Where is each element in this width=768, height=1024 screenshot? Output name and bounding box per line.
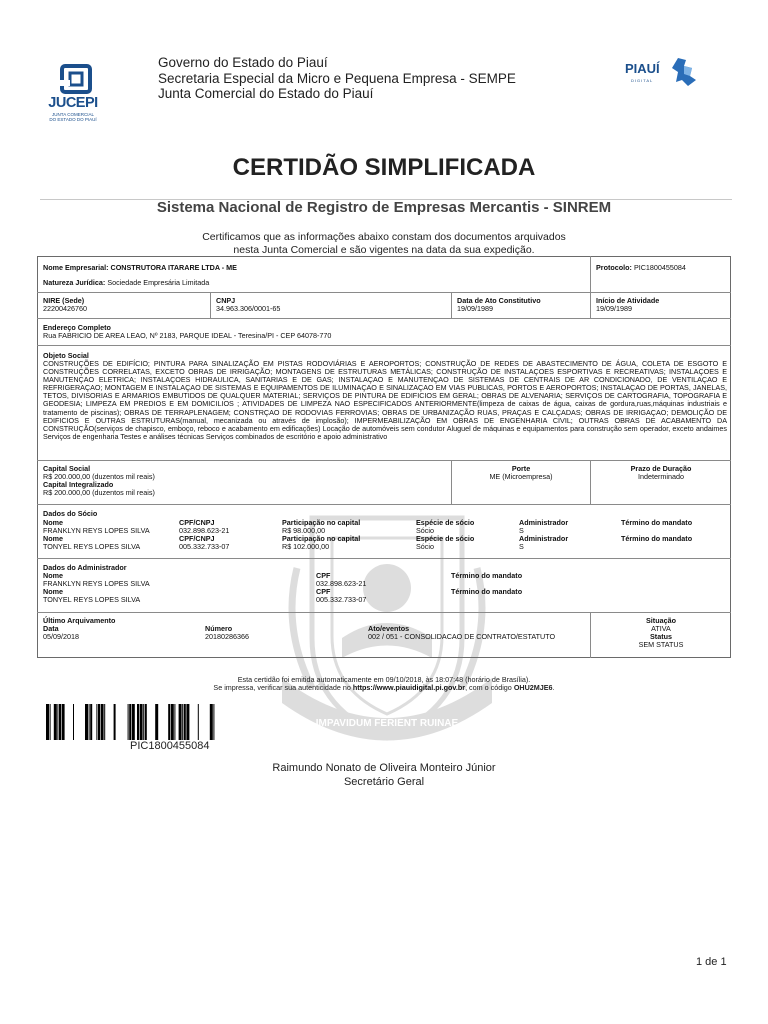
- partner-type-label: Espécie de sócio: [416, 518, 475, 527]
- piaui-logo-name: PIAUÍ: [625, 61, 660, 76]
- partner-cpf: 032.898.623-21: [179, 526, 230, 535]
- protocol-field: Protocolo: PIC1800455084: [596, 263, 686, 272]
- watermark-motto: IMPAVIDUM FERIENT RUINAE: [315, 718, 459, 729]
- barcode-bar: [90, 704, 92, 740]
- admin-term-label: Término do mandato: [451, 587, 523, 596]
- address-label: Endereço Completo: [43, 323, 111, 332]
- barcode-bar: [186, 704, 189, 740]
- partner-term-label: Término do mandato: [621, 518, 693, 527]
- partner-name-label: Nome: [43, 534, 63, 543]
- administrators-section-label: Dados do Administrador: [43, 563, 127, 572]
- situation-value: ATIVA: [651, 624, 671, 633]
- nire-label: NIRE (Sede): [43, 296, 85, 305]
- row-divider: [37, 558, 731, 559]
- legal-nature-value: Sociedade Empresária Limitada: [107, 278, 210, 287]
- signatory-role: Secretário Geral: [343, 775, 425, 788]
- barcode-bar: [50, 704, 51, 740]
- partner-type-label: Espécie de sócio: [416, 534, 475, 543]
- jucepi-logo-name: JUCEPI: [48, 95, 98, 111]
- intro-line-1: Certificamos que as informações abaixo constam dos documentos arquivados: [202, 231, 566, 243]
- constitution-date-value: 19/09/1989: [457, 304, 493, 313]
- partner-term-label: Término do mandato: [621, 534, 693, 543]
- barcode-bar: [128, 704, 129, 740]
- filing-number-value: 20180286366: [205, 632, 249, 641]
- filing-date-value: 05/09/2018: [43, 632, 79, 641]
- cnpj-label: CNPJ: [216, 296, 236, 305]
- situation-label: Situação: [646, 616, 676, 625]
- barcode-bar: [213, 704, 214, 740]
- size-value: ME (Microempresa): [489, 472, 553, 481]
- admin-cpf: 005.332.733-07: [316, 595, 367, 604]
- jucepi-logo: [48, 62, 98, 130]
- barcode-bar: [104, 704, 105, 740]
- row-divider: [37, 504, 731, 505]
- signature-block: [0, 762, 768, 789]
- barcode-bar: [155, 704, 158, 740]
- status-label: Status: [650, 632, 672, 641]
- barcode-bar: [210, 704, 213, 740]
- barcode-bar: [96, 704, 97, 740]
- admin-cpf: 032.898.623-21: [316, 579, 367, 588]
- filing-acts-value: 002 / 051 - CONSOLIDACAO DE CONTRATO/ESTATUTO: [368, 632, 556, 641]
- partner-share-label: Participação no capital: [282, 518, 361, 527]
- partner-type: Sócio: [416, 526, 434, 535]
- verification-code: OHU2MJE6: [513, 683, 553, 692]
- capital-label: Capital Social: [43, 464, 91, 473]
- business-object-label: Objeto Social: [43, 351, 89, 360]
- partner-admin-label: Administrador: [519, 518, 569, 527]
- barcode-bar: [198, 704, 199, 740]
- page-number: 1 de 1: [696, 956, 727, 968]
- header-line-government: Governo do Estado do Piauí: [158, 55, 328, 70]
- barcode-bar: [54, 704, 57, 740]
- barcode: [46, 704, 216, 740]
- address-value: Rua FABRICIO DE AREA LEAO, Nº 2183, PARQUE IDEAL - Teresina/PI - CEP 64078-770: [43, 331, 332, 340]
- row-divider: [37, 612, 731, 613]
- admin-name-label: Nome: [43, 587, 63, 596]
- company-name-value: CONSTRUTORA ITARARE LTDA - ME: [110, 263, 237, 272]
- document-title: CERTIDÃO SIMPLIFICADA: [232, 154, 536, 181]
- issuance-note: Esta certidão foi emitida automaticamente em 09/10/2018, às 18:07:48 (horário de Brasília).: [237, 675, 531, 684]
- barcode-bar: [73, 704, 74, 740]
- nire-value: 22200426760: [43, 304, 87, 313]
- header-line-secretariat: Secretaria Especial da Micro e Pequena Empresa - SEMPE: [158, 70, 516, 86]
- paid-capital-label: Capital Integralizado: [43, 480, 114, 489]
- activity-start-label: Início de Atividade: [596, 296, 660, 305]
- row-divider: [37, 460, 731, 461]
- intro-text: [0, 231, 768, 256]
- barcode-number: PIC1800455084: [130, 740, 210, 752]
- row-divider: [37, 318, 731, 319]
- barcode-bar: [46, 704, 49, 740]
- protocol-value: PIC1800455084: [633, 263, 686, 272]
- barcode-bar: [129, 704, 131, 740]
- admin-name: TONYEL REYS LOPES SILVA: [43, 595, 141, 604]
- admin-name: FRANKLYN REYS LOPES SILVA: [43, 579, 150, 588]
- partner-share: R$ 98.000,00: [282, 526, 326, 535]
- paid-capital-value: R$ 200.000,00 (duzentos mil reais): [43, 488, 155, 497]
- row-divider: [37, 345, 731, 346]
- header-line-board: Junta Comercial do Estado do Piauí: [158, 86, 374, 101]
- filing-number-label: Número: [205, 624, 233, 633]
- barcode-bar: [132, 704, 135, 740]
- barcode-bar: [140, 704, 143, 740]
- barcode-bar: [98, 704, 100, 740]
- filing-acts-label: Ato/eventos: [368, 624, 410, 633]
- barcode-bar: [57, 704, 58, 740]
- admin-name-label: Nome: [43, 571, 63, 580]
- barcode-bar: [85, 704, 88, 740]
- capital-value: R$ 200.000,00 (duzentos mil reais): [43, 472, 155, 481]
- row-divider: [37, 292, 731, 293]
- cnpj-value: 34.963.306/0001-65: [216, 304, 281, 313]
- filing-date-label: Data: [43, 624, 59, 633]
- partner-type: Sócio: [416, 542, 434, 551]
- intro-line-2: nesta Junta Comercial e são vigentes na data da sua expedição.: [233, 243, 535, 256]
- barcode-bar: [114, 704, 116, 740]
- partner-cpf-label: CPF/CNPJ: [179, 518, 215, 527]
- col-divider: [590, 256, 591, 292]
- duration-value: Indeterminado: [638, 472, 684, 481]
- partner-cpf: 005.332.733-07: [179, 542, 230, 551]
- constitution-date-label: Data de Ato Constitutivo: [457, 296, 541, 305]
- piaui-logo-subtitle: DIGITAL: [631, 78, 654, 83]
- partner-name: TONYEL REYS LOPES SILVA: [43, 542, 141, 551]
- partner-cpf-label: CPF/CNPJ: [179, 534, 215, 543]
- piaui-digital-logo: [620, 54, 702, 90]
- partner-admin-label: Administrador: [519, 534, 569, 543]
- barcode-bar: [101, 704, 104, 740]
- status-value: SEM STATUS: [638, 640, 684, 649]
- piaui-map-icon: [668, 56, 700, 88]
- barcode-bar: [137, 704, 139, 740]
- col-divider: [210, 292, 211, 318]
- barcode-bar: [174, 704, 175, 740]
- business-object-text: CONSTRUÇÕES DE EDIFÍCIO; PINTURA PARA SINALIZAÇÃO EM PISTAS RODOVIÁRIAS E AEROPORTOS; CONSTRUÇÃO DE REDES DE ABASTECIMENTO DE ÁGUA, COLETA DE ESGOTO E CONSTRUÇÕES CORRELATAS, EXCETO OBRAS DE IRRIGAÇÃO; MONTAGENS DE ESTRUTURAS METÁLICAS; CONSTRUÇÃO DE INSTALAÇOES ESPORTIVAS E RECREATIVAS; INSTALAÇOES E MANUTENÇAO ELETRICA; INSTALAÇOES HIDRAULICA, SANITARIAS E DE GAS; INSTALAÇAO E MANUTENÇAO DE SISTEMAS DE CENTRAIS DE AR CONDICIONADO, DE VENTILAÇAO E REFRIGERAÇAO; MONTAGEM E INSTALAÇAO DE SISTEMAS E EQUIPAMENTOS DE ILUMINAÇAO E SINALIZAÇAO EM VIAS PUBLICAS, PORTOS E AEROPORTOS; INSTALAÇAO DE PORTAS, JANELAS, TETOS, DIVISORIAS E ARMARIOS EMBUTIDOS DE QUALQUER MATERIAL; SERVIÇOS DE PINTURA DE EDIFICIOS EM GERAL; OBRAS DE ALVENARIA; SERVIÇOS DE CARTOGRAFIA, TOPOGRAFIA E GEODESIA; LIMPEZA EM PREDIOS E EM DOMICILIOS ; ATIVIDADES DE LIMPEZA NAO ESPECIFICADOS ANTERIORMENTE(limpeza de caixas de água, caixas de gordura,ruas,máquinas industriais e tratamento de piscinas); OBRAS DE TERRAPLENAGEM; CONSTRÇAO DE RODOVIAS FERROVIAS; OBRAS DE URBANIZAÇÃO RUAS, PRAÇAS E CALÇADAS; OBRAS DE IRRIGAÇAO; DEMOLIÇÃO DE EDIFICIOS E OUTRAS ESTRUTURAS(manual, mecanizada ou através de implosão); IMPERMEABILIZAÇÃO EM OBRAS DE ENGENHARIA CIVIL; OUTRAS OBRAS DE ACABAMENTO DA CONSTRUÇÃO(serviços de chapisco, emboço, reboco e acabamento em edificações) Locação de automóveis sem condutor Aluguel de máquinas e equipamentos para construção sem operador, exceto andaimes Serviços de engenharia Testes e análises técnicas Serviços combinados de escritório e apoio administrativo: [43, 359, 727, 441]
- barcode-bar: [59, 704, 61, 740]
- partner-share-label: Participação no capital: [282, 534, 361, 543]
- authenticity-note: Se impressa, verificar sua autenticidade no https://www.piauidigital.pi.gov.br, com o código OHU2MJE6.: [213, 683, 555, 692]
- barcode-bar: [89, 704, 90, 740]
- document-subtitle: Sistema Nacional de Registro de Empresas Mercantis - SINREM: [156, 199, 612, 216]
- header-lines: [158, 55, 516, 102]
- duration-label: Prazo de Duração: [630, 464, 692, 473]
- signatory-name: Raimundo Nonato de Oliveira Monteiro Júnior: [272, 762, 496, 774]
- verification-link[interactable]: https://www.piauidigital.pi.gov.br: [352, 683, 466, 692]
- size-label: Porte: [511, 464, 531, 473]
- barcode-bar: [143, 704, 144, 740]
- partner-share: R$ 102.000,00: [282, 542, 330, 551]
- legal-nature-field: Natureza Jurídica: Sociedade Empresária Limitada: [43, 278, 210, 287]
- col-divider: [590, 292, 591, 318]
- jucepi-logo-icon: [60, 64, 92, 94]
- admin-term-label: Término do mandato: [451, 571, 523, 580]
- barcode-bar: [168, 704, 170, 740]
- jucepi-logo-subtitle: JUNTA COMERCIAL DO ESTADO DO PIAUÍ: [49, 112, 97, 122]
- col-divider: [451, 292, 452, 318]
- barcode-bar: [145, 704, 147, 740]
- company-name-field: Nome Empresarial: CONSTRUTORA ITARARE LTDA - ME: [43, 263, 237, 272]
- barcode-bar: [182, 704, 183, 740]
- partner-admin: S: [519, 542, 524, 551]
- barcode-bar: [179, 704, 182, 740]
- partner-name: FRANKLYN REYS LOPES SILVA: [43, 526, 150, 535]
- admin-cpf-label: CPF: [316, 571, 331, 580]
- barcode-bar: [171, 704, 174, 740]
- last-filing-label: Último Arquivamento: [43, 616, 116, 625]
- partner-name-label: Nome: [43, 518, 63, 527]
- partners-section-label: Dados do Sócio: [43, 509, 98, 518]
- activity-start-value: 19/09/1989: [596, 304, 632, 313]
- barcode-bar: [62, 704, 65, 740]
- certificate-table: [37, 256, 731, 658]
- partner-admin: S: [519, 526, 524, 535]
- admin-cpf-label: CPF: [316, 587, 331, 596]
- barcode-bar: [184, 704, 186, 740]
